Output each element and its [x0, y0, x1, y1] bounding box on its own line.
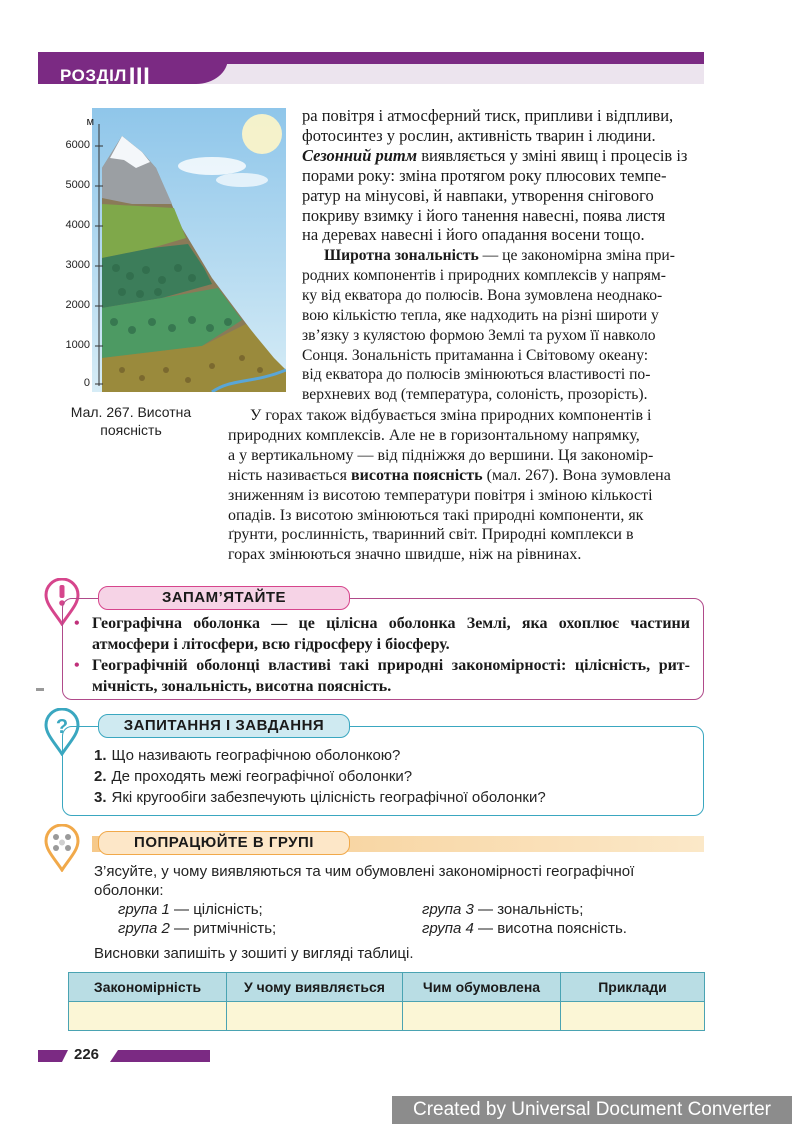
question-text: Які кругообіги забезпечують цілісність географічної оболонки? — [111, 789, 546, 806]
questions-title: ЗАПИТАННЯ І ЗАВДАННЯ — [98, 714, 350, 738]
text-line: Географічна оболонка — це цілісна оболонка Землі, яка охоплює частини — [92, 615, 690, 632]
table-header: У чому виявляється — [227, 973, 403, 1002]
patterns-table — [68, 972, 705, 1031]
text-line — [228, 466, 704, 486]
text-line: Сонця. Зональність притаманна і Світовому океану: — [302, 346, 649, 364]
question-number: 2. — [94, 768, 107, 785]
group-2 — [118, 919, 276, 938]
text-line: порами року: зміна протягом року плюсових темпе- — [302, 165, 667, 185]
table-cell — [227, 1002, 403, 1031]
svg-text:?: ? — [55, 716, 69, 738]
group-1 — [118, 900, 263, 919]
text-span: виявляється у зміні явищ і процесів із — [417, 145, 688, 165]
term-altitudinal-zonation: висотна поясність — [351, 466, 483, 484]
group-3 — [422, 900, 583, 919]
question-item — [94, 747, 400, 764]
axis-tick: 2000 — [65, 299, 90, 311]
group-topic: — висотна поясність. — [473, 920, 627, 937]
altitude-axis-labels — [56, 108, 92, 392]
text-line: покриву взимку і його танення навесні, поява листя — [302, 205, 666, 225]
table-cell — [69, 1002, 227, 1031]
altitudinal-zonation-figure — [92, 108, 286, 392]
text-line — [302, 246, 704, 266]
figure-caption — [52, 403, 210, 439]
chapter-word: РОЗДІЛ — [60, 66, 127, 85]
group-topic: — ритмічність; — [169, 920, 277, 937]
text-line: родних компонентів і природних комплексів у напрям- — [302, 266, 666, 284]
text-line: ра повітря і атмосферний тиск, припливи і відпливи, — [302, 106, 674, 125]
group-topic: — цілісність; — [169, 901, 263, 918]
text-line: фотосинтез у рослин, активність тварин і людини. — [302, 125, 656, 145]
text-line: горах змінюються значно швидше, ніж на рівнинах. — [228, 546, 582, 564]
table-header: Чим обумовлена — [403, 973, 561, 1002]
text-line — [302, 146, 704, 166]
remember-bullet — [74, 613, 690, 655]
text-line: атмосфери і літосфери, всю гідросферу і біосферу. — [92, 636, 450, 653]
text-line: природних комплексів. Але не в горизонтальному напрямку, — [228, 426, 640, 444]
table-header: Приклади — [561, 973, 705, 1002]
question-item — [94, 768, 412, 785]
paragraph-latitudinal-zonality — [302, 246, 704, 405]
group-pin-icon — [44, 824, 80, 872]
text-line: зв’язку з кулястою формою Землі та рухом її навколо — [302, 326, 656, 344]
text-line: оболонки: — [94, 882, 164, 899]
caption-line: поясність — [100, 422, 162, 438]
page-number: 226 — [74, 1046, 100, 1063]
table-row — [69, 1002, 705, 1031]
axis-tick: 4000 — [65, 219, 90, 231]
remember-title: ЗАПАМ’ЯТАЙТЕ — [98, 586, 350, 610]
text-line: У горах також відбувається зміна природних компонентів і — [250, 407, 652, 424]
footer-marker-left — [38, 1050, 68, 1062]
sun-shape — [242, 114, 282, 154]
text-line: від екватора до полюсів змінюються властивості по- — [302, 366, 651, 384]
text-line: а у вертикальному — від підніжжя до вершини. Ця закономір- — [228, 446, 654, 464]
group-4 — [422, 919, 627, 938]
table-cell — [561, 1002, 705, 1031]
table-header: Закономірність — [69, 973, 227, 1002]
chapter-number: III — [128, 63, 151, 90]
term-seasonal-rhythm: Сезонний ритм — [302, 145, 418, 165]
converter-watermark: Created by Universal Document Converter — [392, 1096, 792, 1124]
axis-tick: 1000 — [65, 339, 90, 351]
group-intro — [94, 862, 704, 900]
group-label: група 2 — [118, 920, 170, 937]
group-label: група 3 — [422, 901, 474, 918]
text-line: опадів. Із висотою змінюються такі природні компоненти, як — [228, 506, 644, 524]
question-number: 1. — [94, 747, 107, 764]
bullet-line — [74, 655, 690, 676]
caption-line: Мал. 267. Висотна — [70, 404, 192, 420]
axis-tick: 3000 — [65, 259, 90, 271]
axis-unit: м — [86, 116, 94, 128]
axis-tick: 5000 — [65, 179, 90, 191]
text-span: ність називається — [228, 466, 352, 484]
group-work-title: ПОПРАЦЮЙТЕ В ГРУПІ — [98, 831, 350, 855]
text-line: ратур на мінусові, й навпаки, утворення снігового — [302, 185, 654, 205]
group-topic: — зональність; — [473, 901, 584, 918]
bullet-dot-icon: • — [74, 657, 80, 674]
question-text: Що називають географічною оболонкою? — [111, 747, 401, 764]
chapter-label — [60, 60, 150, 88]
axis-tick: 6000 — [65, 139, 90, 151]
footer-marker-right — [110, 1050, 210, 1062]
question-text: Де проходять межі географічної оболонки? — [111, 768, 413, 785]
text-line: Географічній оболонці властиві такі природні закономірності: цілісність, рит- — [92, 657, 690, 674]
table-header-row — [69, 973, 705, 1002]
text-line: ґрунти, рослинність, тваринний світ. Природні комплекси в — [228, 526, 634, 544]
question-number: 3. — [94, 789, 107, 806]
text-line: ку від екватора до полюсів. Вона зумовлена неоднако- — [302, 286, 663, 304]
bullet-line — [74, 613, 690, 634]
text-span: (мал. 267). Вона зумовлена — [482, 466, 671, 484]
text-line: зниженням із висотою температури повітря і зміною кількості — [228, 486, 653, 504]
table-cell — [403, 1002, 561, 1031]
paragraph-rhythm — [302, 106, 704, 245]
bullet-dot-icon: • — [74, 615, 80, 632]
paragraph-altitudinal-zonation — [228, 406, 704, 565]
remember-bullet — [74, 655, 690, 697]
text-line: вою кількістю тепла, яке надходить на різні широти у — [302, 306, 659, 324]
axis-tick: 0 — [83, 377, 90, 389]
term-latitudinal-zonality: Широтна зональність — [324, 247, 479, 264]
text-span: — це закономірна зміна при- — [478, 247, 675, 264]
question-item — [94, 789, 546, 806]
group-label: група 1 — [118, 901, 170, 918]
margin-mark — [36, 688, 44, 691]
group-conclusion: Висновки запишіть у зошиті у вигляді таблиці. — [94, 945, 414, 962]
text-line: мічність, зональність, висотна поясність. — [92, 678, 392, 695]
group-label: група 4 — [422, 920, 474, 937]
text-line: верхневих вод (температура, солоність, прозорість). — [302, 386, 648, 404]
text-line: на деревах навесні і його опадання восени тощо. — [302, 225, 645, 245]
text-line: З’ясуйте, у чому виявляються та чим обумовлені закономірності географічної — [94, 863, 635, 880]
